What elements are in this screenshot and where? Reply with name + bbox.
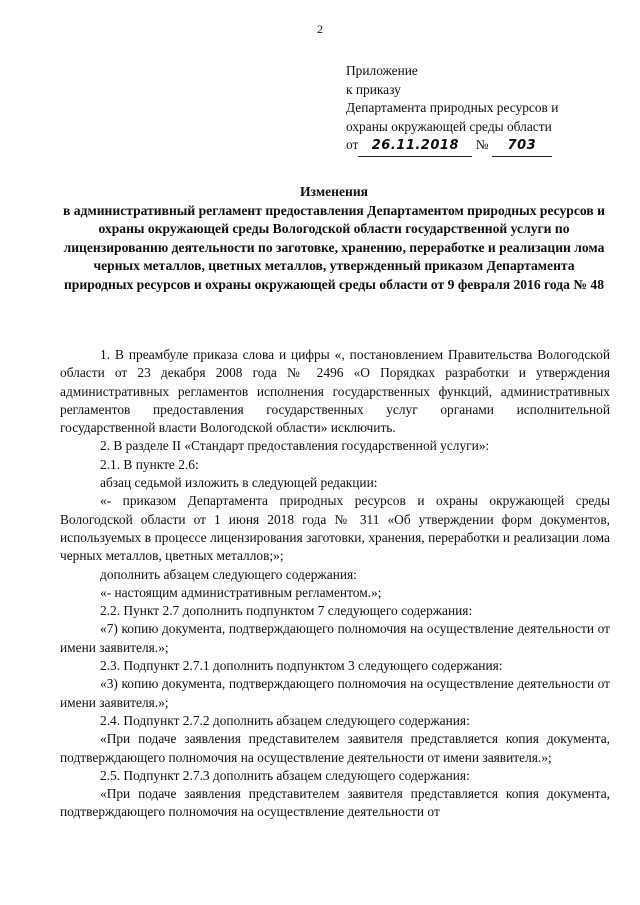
title-heading: Изменения [299,184,369,199]
paragraph: 2. В разделе II «Стандарт предоставления государственной услуги»: [100,438,490,454]
appendix-line-3: Департамента природных ресурсов и [346,100,559,115]
page-number: 2 [317,22,323,36]
appendix-line-1: Приложение [346,63,418,78]
paragraph: 2.4. Подпункт 2.7.2 дополнить абзацем следующего содержания: [100,712,470,728]
paragraph: 2.2. Пункт 2.7 дополнить подпунктом 7 следующего содержания: [100,603,473,619]
handwritten-number: 703 [492,137,552,157]
number-label: № [475,137,489,152]
appendix-date-line [346,136,626,157]
handwritten-date: 26.11.2018 [358,137,472,157]
from-label: от [346,137,359,152]
paragraph: «- приказом Департамента природных ресурсов и охраны окружающей среды Вологодской области от 1 июня 2018 года № 311 «Об утверждении форм документов, используемых в процессе лицензирования заготовки, хранения, переработки и реализации лома черных металлов, цветных металлов;»; [60,493,610,564]
paragraph: «При подаче заявления представителем заявителя представляется копия документа, подтверждающего полномочия на осуществление деятельности от [60,786,610,820]
appendix-block [346,62,626,157]
paragraph: 2.3. Подпункт 2.7.1 дополнить подпунктом 3 следующего содержания: [100,658,503,674]
paragraph: абзац седьмой изложить в следующей редакции: [100,475,378,491]
paragraph: 1. В преамбуле приказа слова и цифры «, постановлением Правительства Вологодской области от 23 декабря 2008 года № 2496 «О Порядках разработки и утверждения административных регламентов исполнения государственных функций, административных регламентов предоставления государственных услуг органами исполнительной государственной власти Вологодской области» исключить. [60,347,610,436]
paragraph: 2.1. В пункте 2.6: [100,456,199,472]
paragraph: «- настоящим административным регламентом.»; [100,584,382,600]
paragraph: 2.5. Подпункт 2.7.3 дополнить абзацем следующего содержания: [100,767,470,783]
document-body [60,346,610,822]
paragraph: дополнить абзацем следующего содержания: [100,566,357,582]
appendix-line-2: к приказу [346,81,401,97]
paragraph: «7) копию документа, подтверждающего полномочия на осуществление деятельности от имени заявителя.»; [60,621,610,655]
paragraph: «3) копию документа, подтверждающего полномочия на осуществление деятельности от имени заявителя.»; [60,676,610,710]
paragraph: «При подаче заявления представителем заявителя представляется копия документа, подтверждающего полномочия на осуществление деятельности от имени заявителя.»; [60,731,610,765]
document-title [60,183,608,295]
appendix-line-4: охраны окружающей среды области [346,118,552,134]
title-subheading: в административный регламент предоставления Департаментом природных ресурсов и охраны окружающей среды Вологодской области государственной услуги по лицензированию деятельности по заготовке, хранению, переработке и реализации лома черных металлов, цветных металлов, утвержденный приказом Департамента природных ресурсов и охраны окружающей среды области от 9 февраля 2016 года № 48 [63,202,605,292]
